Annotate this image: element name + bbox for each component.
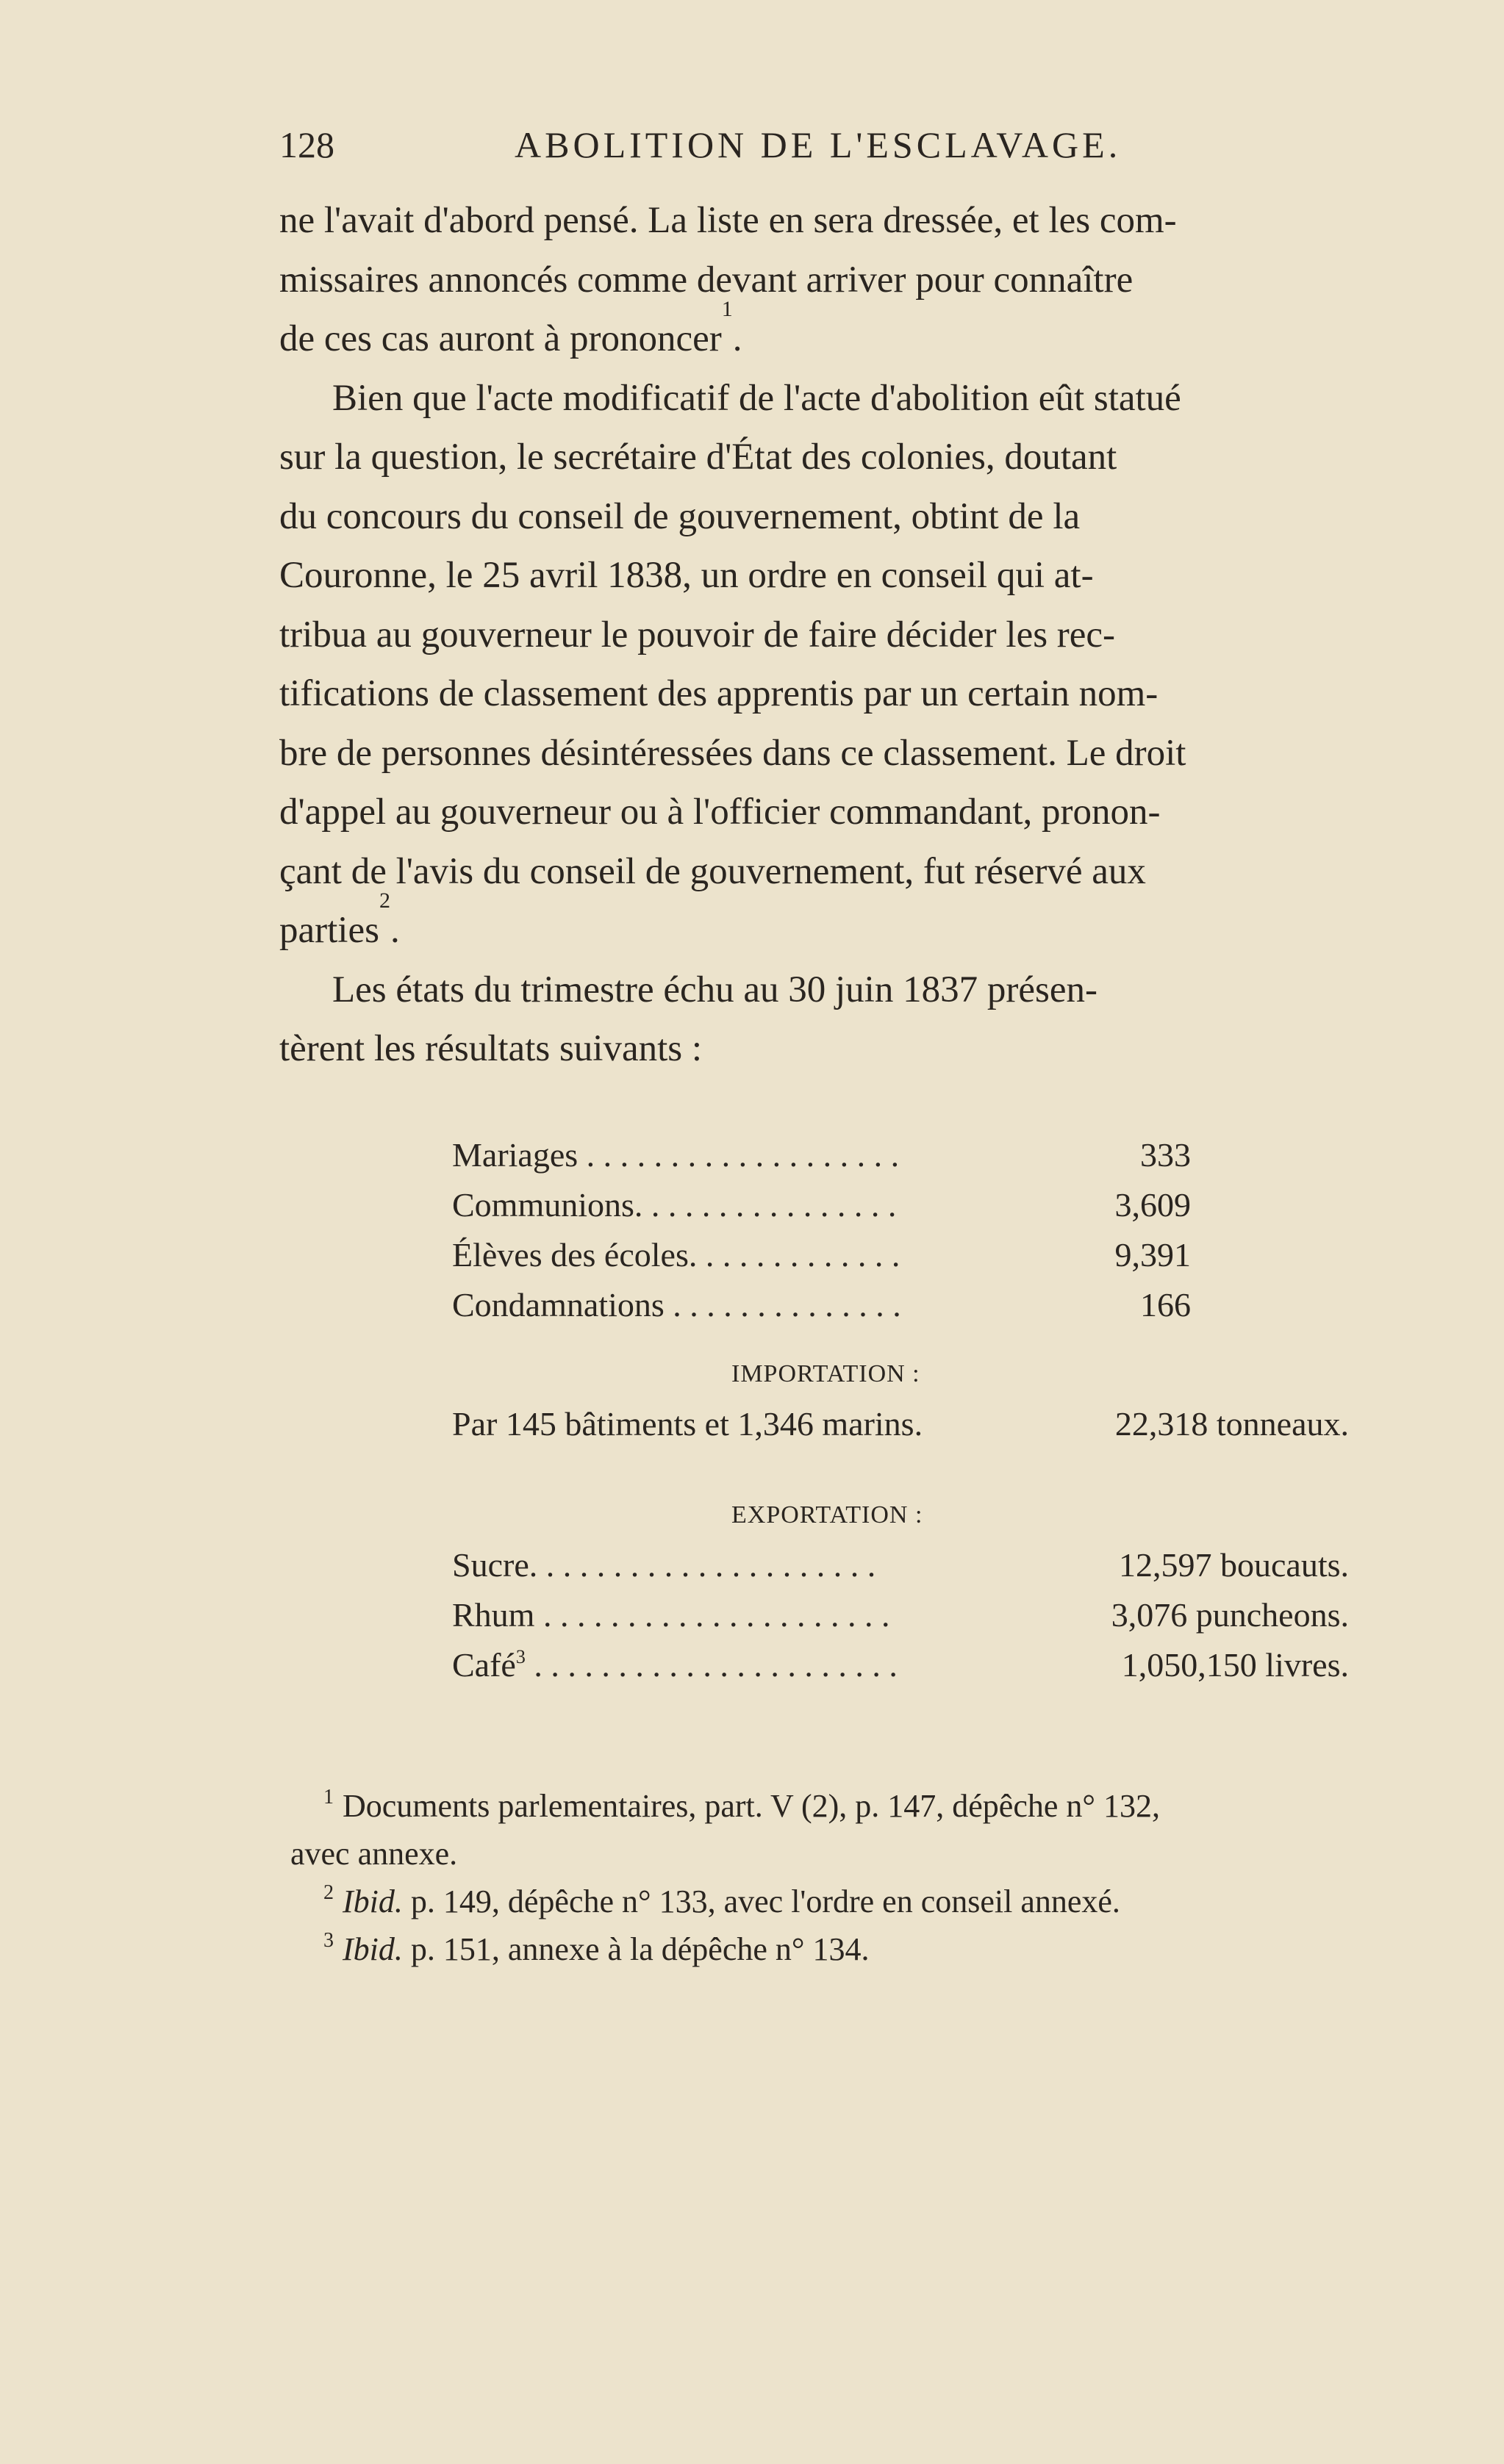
text-line: tribua au gouverneur le pouvoir de faire décider les rec- (279, 614, 1116, 655)
text-line: Couronne, le 25 avril 1838, un ordre en conseil qui at- (279, 555, 1094, 596)
text-line: çant de l'avis du conseil de gouvernement, fut réservé aux (279, 850, 1146, 892)
export-heading: EXPORTATION : (731, 1501, 923, 1529)
text-line: Les états du trimestre échu au 30 juin 1837 présen- (332, 969, 1097, 1010)
footnotes (290, 1782, 1393, 1973)
text-line: du concours du conseil de gouvernement, obtint de la (279, 495, 1081, 537)
footnote: $^3$ Ibid. p. 151, annexe à la dépêche n° 134. (323, 1929, 870, 1967)
text-line: tifications de classement des apprentis par un certain nom- (279, 673, 1159, 714)
text-line: bre de personnes désintéressées dans ce classement. Le droit (279, 732, 1186, 774)
footnote-continuation: avec annexe. (290, 1836, 458, 1872)
footnote: $^1$ Documents parlementaires, part. V (2), p. 147, dépêche n° 132, (323, 1786, 1160, 1824)
text-line: de ces cas auront à prononcer 1 . (279, 309, 1382, 369)
statistics-table (452, 1135, 1349, 1695)
main-text (279, 191, 1382, 1079)
export-row: Sucre. . . . . . . . . . . . . . . . . . . . . 12,597 boucauts. (452, 1546, 1349, 1584)
page-number: 128 (279, 124, 334, 165)
text-line: tèrent les résultats suivants : (279, 1028, 703, 1069)
text-line: parties 2 . (279, 901, 1382, 960)
stat-row: Mariages . . . . . . . . . . . . . . . . . . . 333 (452, 1136, 1191, 1174)
text-line: missaires annoncés comme devant arriver pour connaître (279, 259, 1134, 301)
text-line: Bien que l'acte modificatif de l'acte d'abolition eût statué (332, 377, 1181, 419)
text-line: ne l'avait d'abord pensé. La liste en sera dressée, et les com- (279, 200, 1177, 241)
import-row: Par 145 bâtiments et 1,346 marins. 22,318 tonneaux. (452, 1405, 1349, 1443)
stat-row: Communions. . . . . . . . . . . . . . . . 3,609 (452, 1186, 1191, 1224)
text-line: sur la question, le secrétaire d'État des colonies, doutant (279, 437, 1117, 478)
export-row: Rhum . . . . . . . . . . . . . . . . . . . . . 3,076 puncheons. (452, 1596, 1349, 1634)
stat-row: Élèves des écoles. . . . . . . . . . . . . 9,391 (452, 1236, 1191, 1274)
export-row: Café$^3$ . . . . . . . . . . . . . . . . . . . . . . 1,050,150 livres. (452, 1646, 1349, 1684)
import-heading: IMPORTATION : (731, 1360, 920, 1387)
footnote-ref: 1 (721, 297, 733, 321)
footnote: $^2$ Ibid. p. 149, dépêche n° 133, avec l'ordre en conseil annexé. (323, 1881, 1120, 1919)
footnote-ref: 2 (379, 888, 390, 913)
stat-row: Condamnations . . . . . . . . . . . . . . 166 (452, 1286, 1191, 1323)
running-title: ABOLITION DE L'ESCLAVAGE. (515, 124, 1122, 165)
page-header (0, 123, 1504, 175)
text-line: d'appel au gouverneur ou à l'officier commandant, pronon- (279, 791, 1161, 833)
